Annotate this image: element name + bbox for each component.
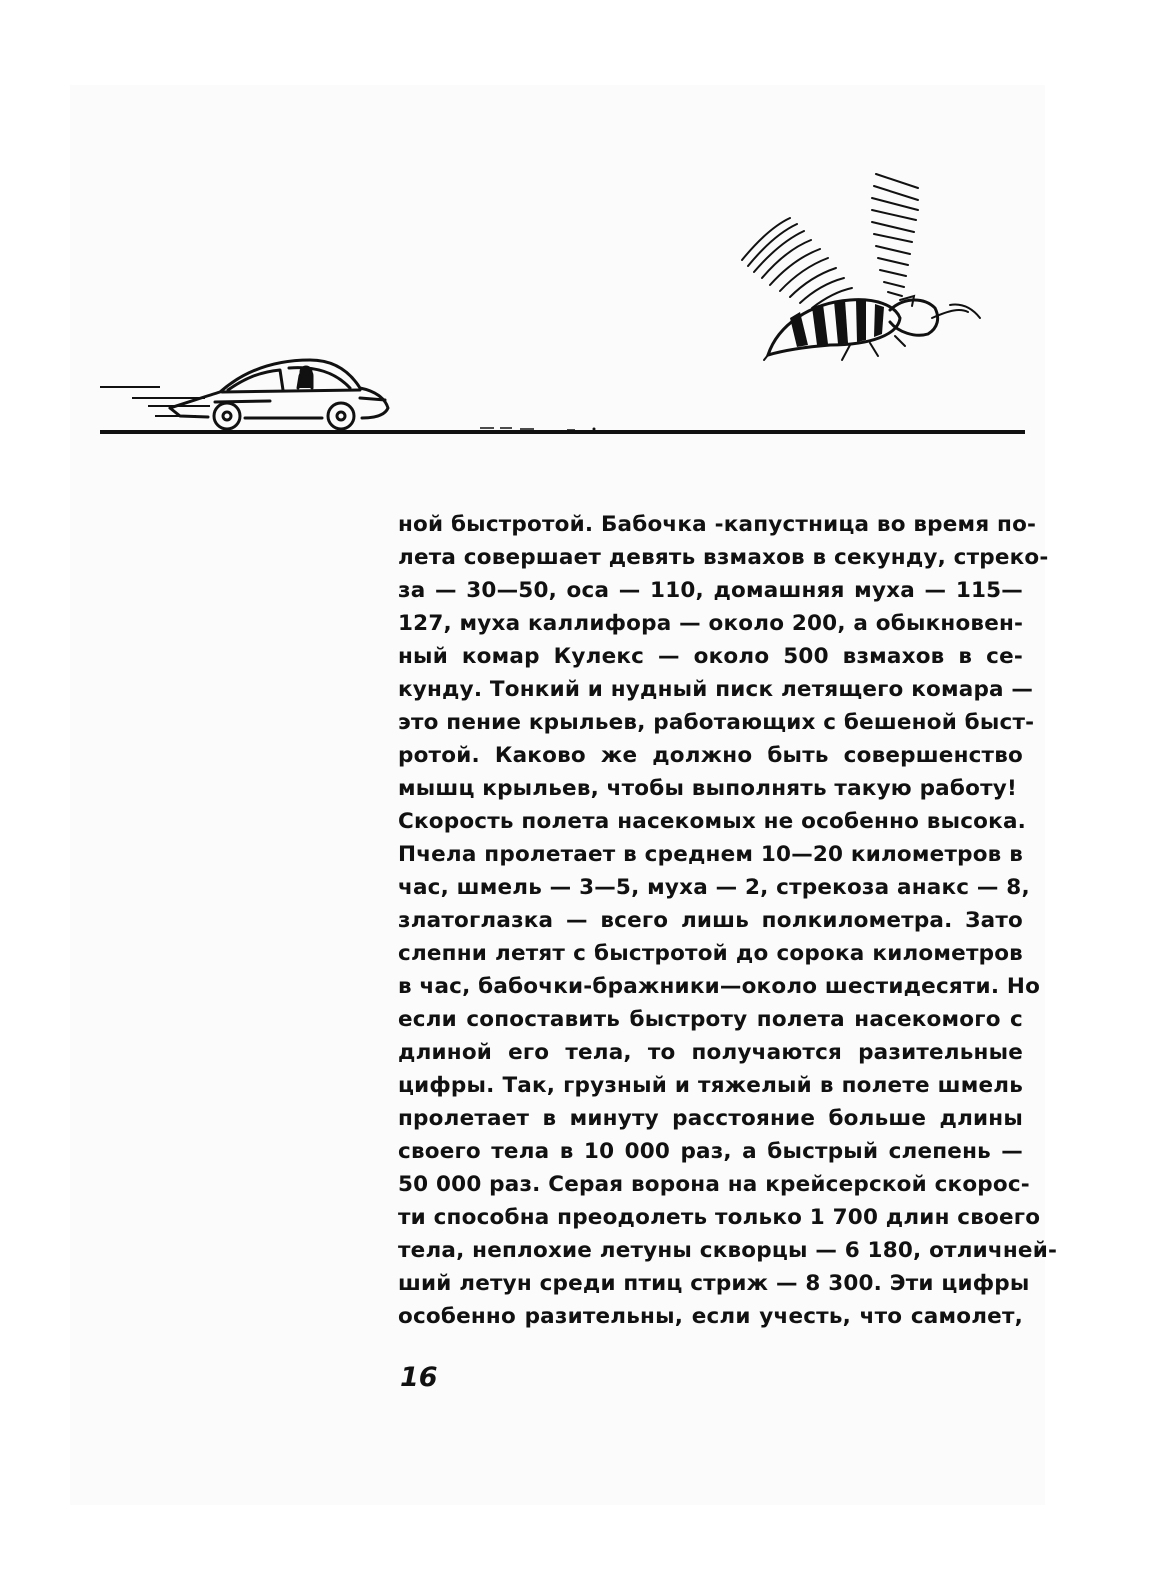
car-and-wasp-illustration xyxy=(0,0,1163,470)
text-line: час, шмель — 3—5, муха — 2, стрекоза анакс — 8, xyxy=(398,875,1030,900)
car-icon xyxy=(170,360,388,429)
text-line: ротой. Каково же должно быть совершенство xyxy=(398,743,1023,768)
text-line: своего тела в 10 000 раз, а быстрый слепень — xyxy=(398,1139,1023,1164)
text-line: цифры. Так, грузный и тяжелый в полете шмель xyxy=(398,1073,1023,1098)
text-line: Пчела пролетает в среднем 10—20 километров в xyxy=(398,842,1023,867)
text-line: ный комар Кулекс — около 500 взмахов в се- xyxy=(398,644,1023,669)
wasp-icon xyxy=(742,174,980,360)
text-line: златоглазка — всего лишь полкилометра. Зато xyxy=(398,908,1023,933)
text-line: если сопоставить быстроту полета насекомого с xyxy=(398,1007,1023,1032)
text-line: Скорость полета насекомых не особенно высока. xyxy=(398,809,1027,834)
text-line: в час, бабочки-бражники—около шестидесяти. Но xyxy=(398,974,1041,999)
text-line: лета совершает девять взмахов в секунду, стреко- xyxy=(398,545,1049,570)
body-text xyxy=(398,508,1058,1333)
page-number: 16 xyxy=(400,1362,438,1393)
text-line: длиной его тела, то получаются разительные xyxy=(398,1040,1023,1065)
text-line: ти способна преодолеть только 1 700 длин своего xyxy=(398,1205,1041,1230)
text-line: за — 30—50, оса — 110, домашняя муха — 115— xyxy=(398,578,1023,603)
text-line: тела, неплохие летуны скворцы — 6 180, отличней- xyxy=(398,1238,1058,1263)
text-line: пролетает в минуту расстояние больше длины xyxy=(398,1106,1023,1131)
text-line: ший летун среди птиц стриж — 8 300. Эти цифры xyxy=(398,1271,1030,1296)
text-line: 127, муха каллифора — около 200, а обыкновен- xyxy=(398,611,1024,636)
text-line: кунду. Тонкий и нудный писк летящего комара — xyxy=(398,677,1034,702)
ground-line xyxy=(100,428,1025,433)
text-line: это пение крыльев, работающих с бешеной быст- xyxy=(398,710,1035,735)
text-line: мышц крыльев, чтобы выполнять такую работу! xyxy=(398,776,1017,801)
text-line: слепни летят с быстротой до сорока километров xyxy=(398,941,1023,966)
text-line: ной быстротой. Бабочка -капустница во время по- xyxy=(398,512,1037,537)
text-line: 50 000 раз. Серая ворона на крейсерской скорос- xyxy=(398,1172,1030,1197)
text-line: особенно разительны, если учесть, что самолет, xyxy=(398,1304,1023,1329)
